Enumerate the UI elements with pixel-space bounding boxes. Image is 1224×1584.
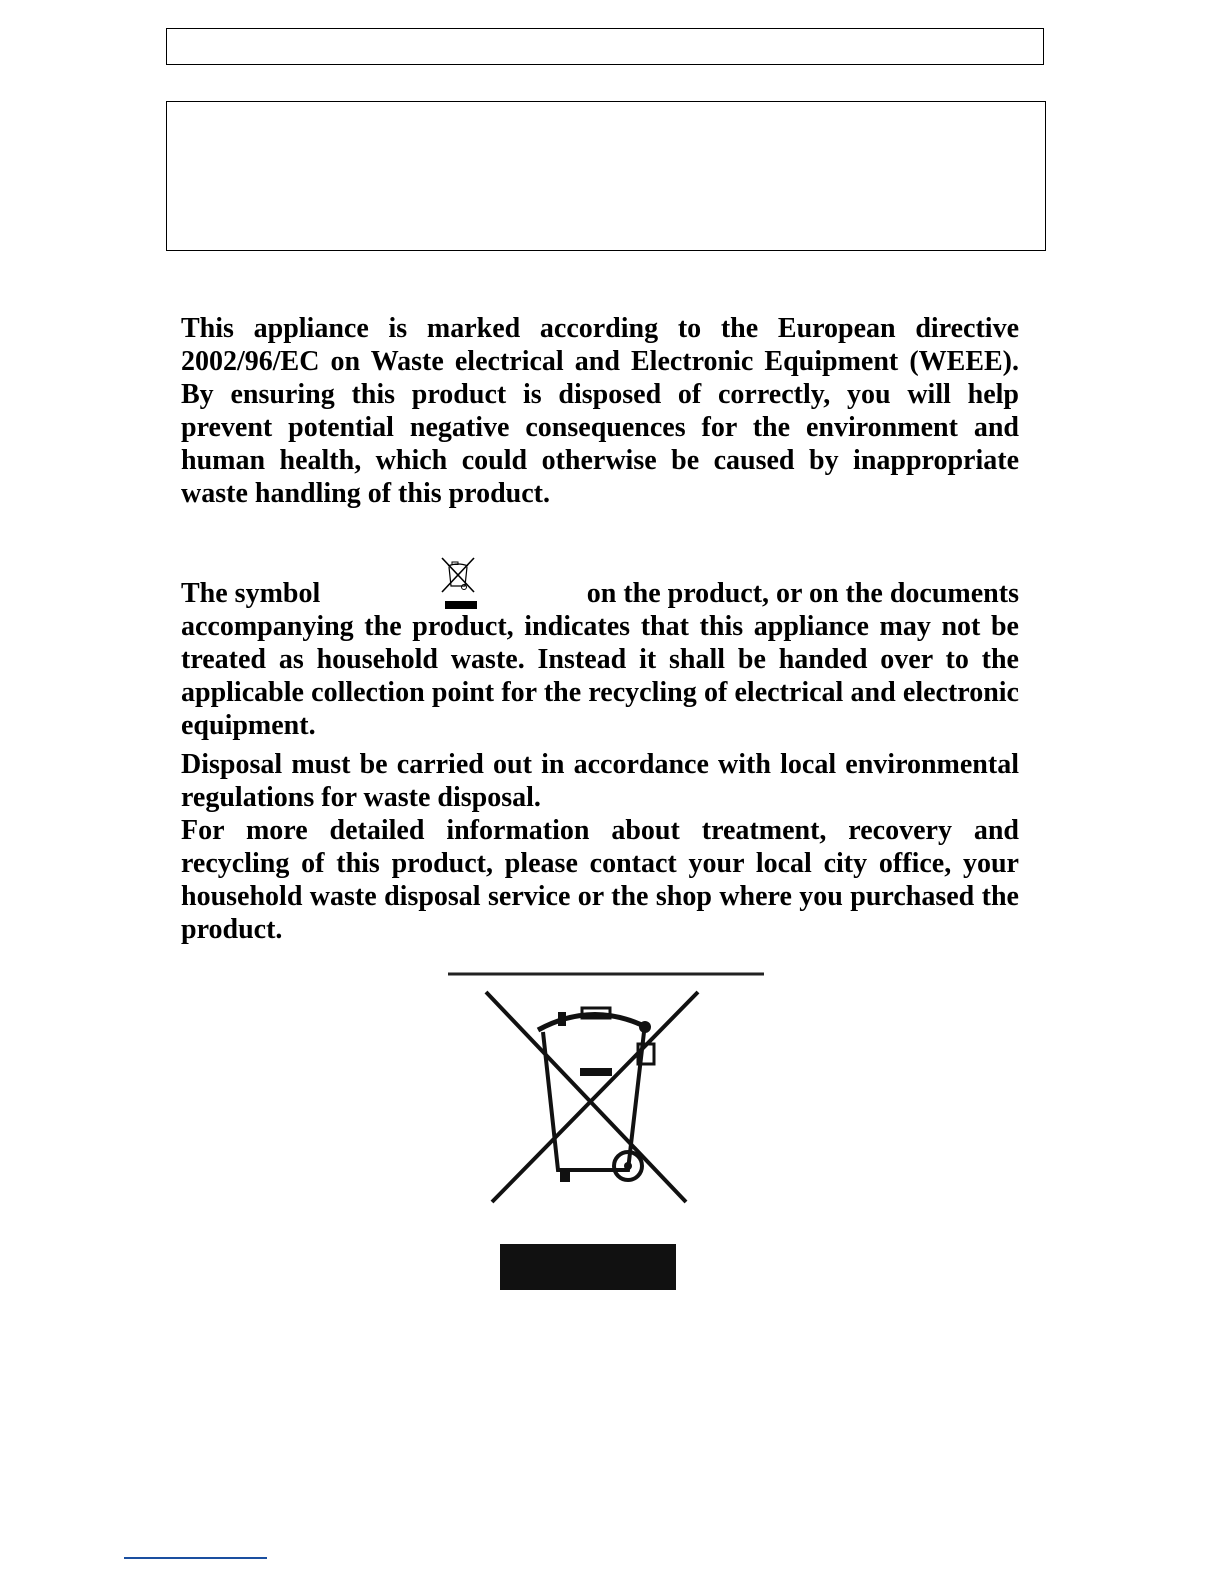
footer-link-rule [124, 1557, 267, 1559]
title-box [166, 101, 1046, 251]
disposal-regulations-text: Disposal must be carried out in accordance with local environmental regulations for waste disposal. [181, 749, 1019, 813]
header-box [166, 28, 1044, 65]
symbol-paragraph [181, 554, 1019, 742]
weee-bin-icon [438, 556, 480, 612]
weee-directive-text: This appliance is marked according to the European directive 2002/96/EC on Waste electrical and Electronic Equipment (WEEE). By ensuring this product is disposed of correctly, you will help prevent potential negative consequences for the environment and human health, which could otherwise be caused by inappropriate waste handling of this product. [181, 313, 1019, 509]
symbol-line [181, 554, 1019, 610]
symbol-text-after: on the product, or on the documents [586, 578, 1019, 609]
weee-large-bin-icon [448, 970, 768, 1295]
contact-information-text: For more detailed information about treatment, recovery and recycling of this product, please contact your local city office, your household waste disposal service or the shop where you purchased the product. [181, 815, 1019, 945]
symbol-text-before: The symbol [181, 578, 321, 609]
disposal-paragraphs [181, 748, 1019, 946]
weee-directive-paragraph [181, 312, 1019, 510]
symbol-text-rest: accompanying the product, indicates that this appliance may not be treated as household waste. Instead it shall be handed over to the applicable collection point for the recycling of electrical and electronic equipment. [181, 611, 1019, 741]
